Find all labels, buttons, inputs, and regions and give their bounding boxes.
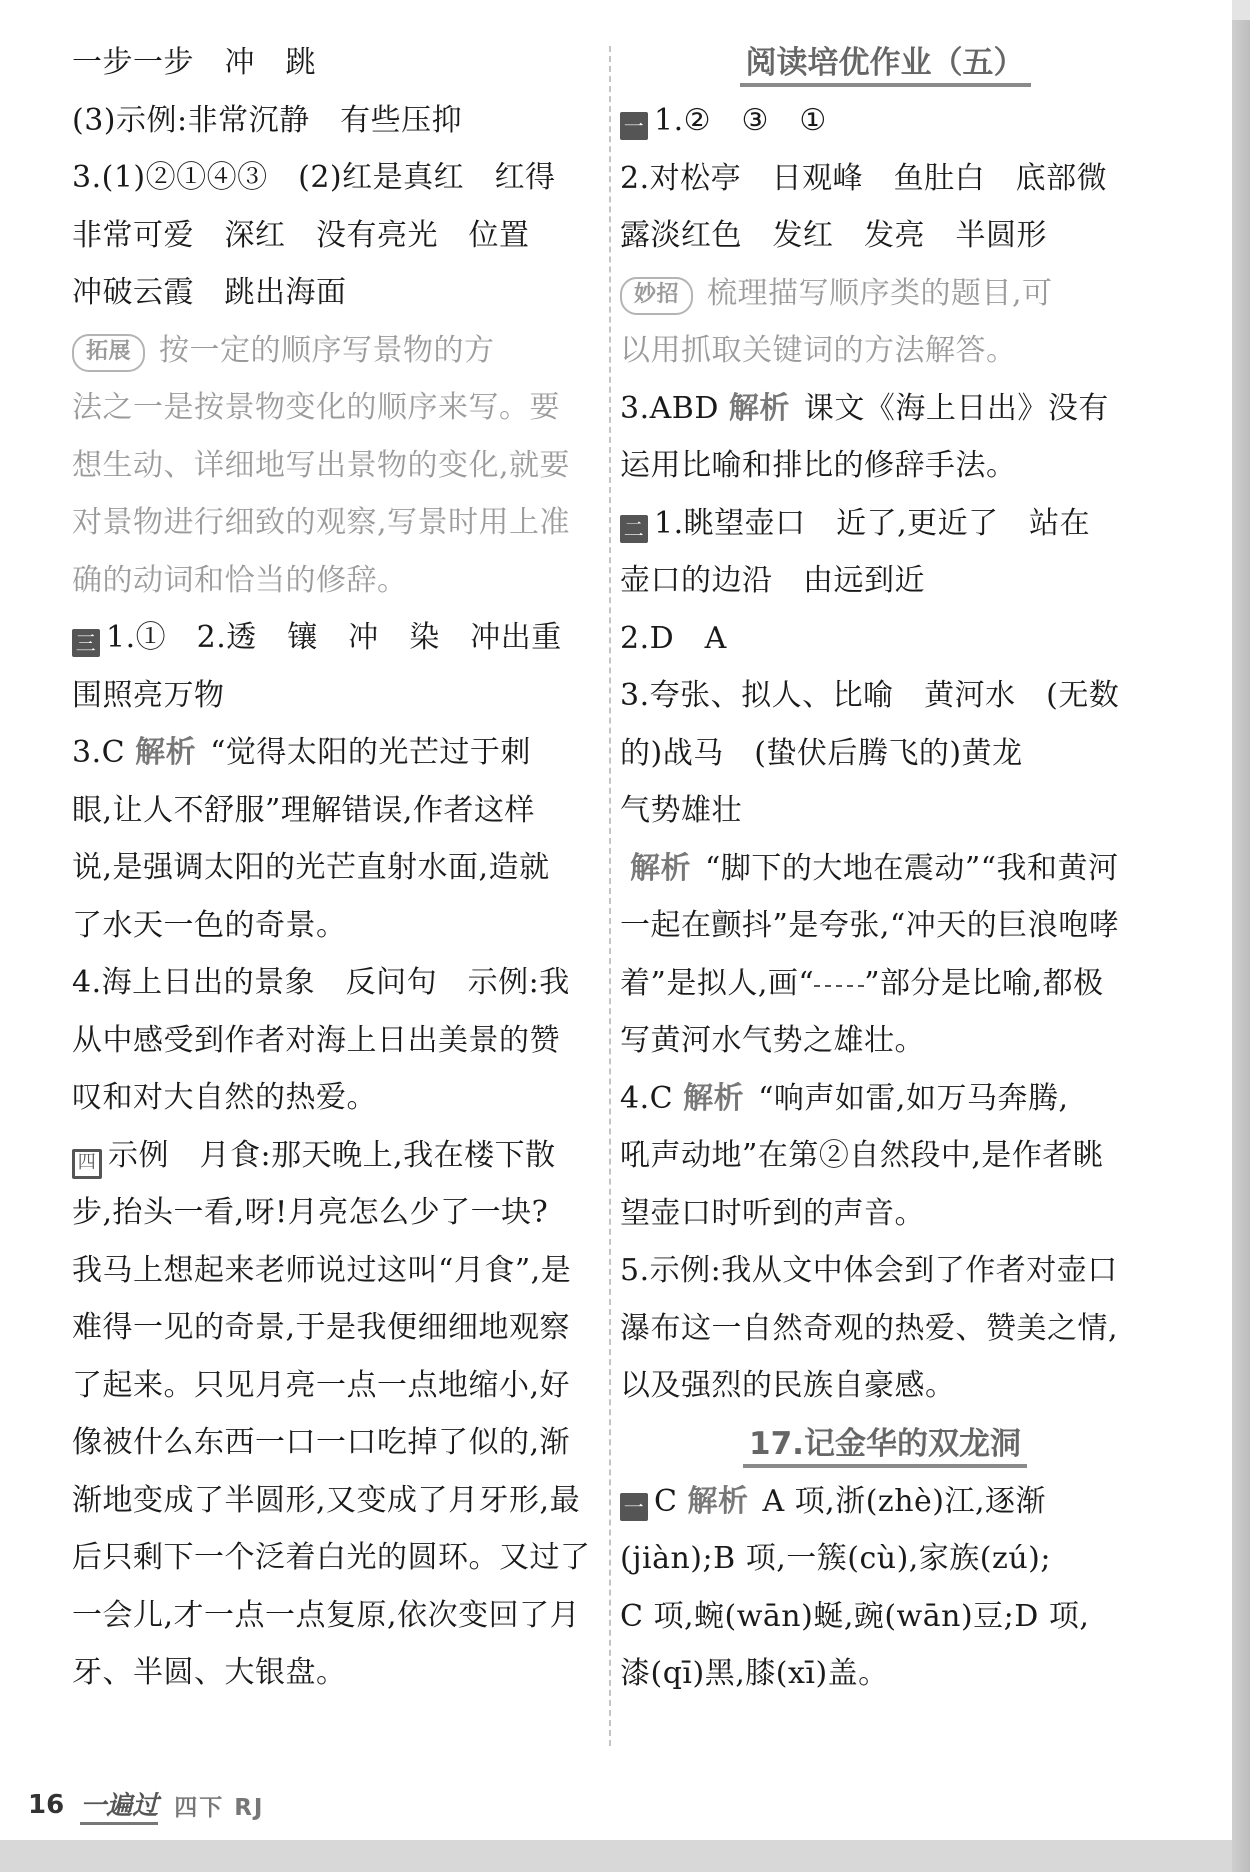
- text-part: 课文《海上日出》没有: [803, 390, 1109, 426]
- analysis-label: 解析: [687, 1483, 749, 1519]
- wavy-underline-mark: [814, 975, 864, 987]
- analysis-label: 解析: [630, 850, 691, 886]
- text-line: 一步一步 冲 跳: [72, 45, 316, 80]
- text-line: [620, 1070, 1150, 1128]
- tip-badge: 拓展: [72, 334, 145, 372]
- text-part: A 项,浙(zhè)江,逐渐: [762, 1483, 1047, 1519]
- text-part: 梳理描写顺序类的题目,可: [707, 275, 1053, 311]
- text-line: [72, 437, 600, 495]
- text-part: 1.② ③ ①: [654, 103, 827, 138]
- tip-text: 法之一是按景物变化的顺序来写。要: [72, 390, 560, 425]
- section-number-icon: 四: [72, 1149, 102, 1179]
- text-line: 一会儿,才一点一点复原,依次变回了月: [72, 1597, 581, 1633]
- right-column: [620, 34, 1150, 1703]
- text-line: (3)示例:非常沉静 有些压抑: [72, 102, 463, 138]
- column-divider: [609, 46, 611, 1746]
- tip-text: 对景物进行细致的观察,写景时用上准: [72, 505, 571, 540]
- text-line: 4.海上日出的景象 反问句 示例:我: [72, 965, 570, 1000]
- text-line: [72, 724, 600, 782]
- text-part: ”部分是比喻,都极: [864, 965, 1104, 1001]
- scan-bottom: [0, 1840, 1232, 1872]
- tip-badge: 妙招: [620, 277, 693, 315]
- text-line: 非常可爱 深红 没有亮光 位置: [72, 217, 530, 253]
- text-line: 气势雄壮: [620, 793, 742, 828]
- text-line: 以及强烈的民族自豪感。: [620, 1368, 956, 1403]
- text-line: [72, 552, 600, 610]
- text-part: “觉得太阳的光芒过于刺: [210, 735, 531, 770]
- text-line: [620, 265, 1150, 323]
- text-line: 眼,让人不舒服”理解错误,作者这样: [72, 792, 535, 828]
- text-line: 吼声动地”在第②自然段中,是作者眺: [620, 1138, 1104, 1173]
- page-footer: [28, 1785, 264, 1825]
- section-number-icon: 三: [72, 629, 100, 657]
- text-line: 望壶口时听到的声音。: [620, 1195, 925, 1231]
- text-line: 冲破云霞 跳出海面: [72, 275, 347, 310]
- text-line: [72, 609, 600, 667]
- right-column-body: [620, 92, 1150, 1703]
- text-part: 按一定的顺序写景物的方: [159, 332, 495, 368]
- text-line: (jiàn);B 项,一簇(cù),家族(zú);: [620, 1541, 1051, 1576]
- tip-text: 以用抓取关键词的方法解答。: [620, 333, 1017, 368]
- text-line: 难得一见的奇景,于是我便细细地观察: [72, 1310, 571, 1345]
- section-title: 阅读培优作业（五）: [620, 34, 1150, 92]
- text-part: 1.① 2.透 镶 冲 染 冲出重: [106, 620, 562, 655]
- text-line: 瀑布这一自然奇观的热爱、赞美之情,: [620, 1310, 1119, 1346]
- text-line: [72, 322, 600, 380]
- text-line: [72, 494, 600, 552]
- text-line: 3.夸张、拟人、比喻 黄河水 (无数: [620, 678, 1120, 713]
- answer-number: 4.C: [620, 1080, 674, 1116]
- text-line: 我马上想起来老师说过这叫“月食”,是: [72, 1252, 572, 1288]
- text-part: “响声如雷,如万马奔腾,: [758, 1080, 1069, 1116]
- text-line: 5.示例:我从文中体会到了作者对壶口: [620, 1253, 1118, 1288]
- text-part: 着”是拟人,画“: [620, 965, 815, 1001]
- text-line: [620, 955, 1150, 1013]
- analysis-label: 解析: [683, 1080, 745, 1116]
- text-line: 2.D A: [620, 620, 727, 656]
- page-number: 16: [28, 1790, 65, 1820]
- section-title-text: 17.记金华的双龙洞: [743, 1426, 1027, 1468]
- text-line: 从中感受到作者对海上日出美景的赞: [72, 1022, 560, 1058]
- answer-number: 3.C: [72, 735, 126, 770]
- text-line: [620, 1473, 1150, 1531]
- text-line: 像被什么东西一口一口吃掉了似的,渐: [72, 1425, 571, 1460]
- text-line: 围照亮万物: [72, 677, 225, 713]
- section-number-icon: 二: [620, 515, 648, 543]
- text-line: 的)战马 (蛰伏后腾飞的)黄龙: [620, 735, 1023, 771]
- section-title: [620, 1415, 1150, 1473]
- text-part: 1.眺望壶口 近了,更近了 站在: [654, 505, 1091, 541]
- text-line: [620, 322, 1150, 380]
- analysis-label: 解析: [135, 735, 197, 770]
- section-number-icon: 一: [620, 112, 648, 140]
- text-line: [620, 495, 1150, 553]
- text-line: 运用比喻和排比的修辞手法。: [620, 448, 1017, 483]
- text-line: 渐地变成了半圆形,又变成了月牙形,最: [72, 1482, 581, 1518]
- tip-text: 确的动词和恰当的修辞。: [72, 562, 408, 598]
- text-line: [72, 1127, 600, 1185]
- page-edge: [1232, 20, 1250, 1872]
- text-line: 牙、半圆、大银盘。: [72, 1655, 347, 1690]
- text-line: 漆(qī)黑,膝(xī)盖。: [620, 1656, 889, 1691]
- text-line: 了起来。只见月亮一点一点地缩小,好: [72, 1367, 571, 1403]
- text-line: [620, 840, 1150, 898]
- text-line: [620, 92, 1150, 150]
- text-line: 后只剩下一个泛着白光的圆环。又过了: [72, 1540, 591, 1575]
- left-column: [72, 34, 600, 1702]
- text-line: 了水天一色的奇景。: [72, 907, 347, 943]
- text-line: 步,抬头一看,呀!月亮怎么少了一块?: [72, 1195, 549, 1230]
- text-line: 露淡红色 发红 发亮 半圆形: [620, 218, 1047, 253]
- section-number-icon: 一: [620, 1493, 648, 1521]
- answer-number: 3.ABD: [620, 390, 719, 426]
- answer-number: C: [654, 1483, 678, 1519]
- text-part: “脚下的大地在震动”“我和黄河: [705, 850, 1119, 886]
- text-line: 一起在颤抖”是夸张,“冲天的巨浪咆哮: [620, 908, 1120, 943]
- text-line: 2.对松亭 日观峰 鱼肚白 底部微: [620, 160, 1108, 196]
- brand-logo: 一遍过: [80, 1785, 158, 1825]
- text-line: 3.(1)②①④③ (2)红是真红 红得: [72, 160, 556, 195]
- tip-text: 想生动、详细地写出景物的变化,就要: [72, 447, 571, 483]
- text-line: C 项,蜿(wān)蜒,豌(wān)豆;D 项,: [620, 1598, 1090, 1634]
- text-line: [620, 380, 1150, 438]
- text-line: 说,是强调太阳的光芒直射水面,造就: [72, 850, 550, 885]
- grade-label: 四下 RJ: [174, 1794, 265, 1821]
- text-line: 壶口的边沿 由远到近: [620, 563, 925, 598]
- analysis-label: 解析: [728, 390, 790, 426]
- text-line: [72, 379, 600, 437]
- text-line: 叹和对大自然的热爱。: [72, 1080, 377, 1115]
- text-line: 写黄河水气势之雄壮。: [620, 1023, 925, 1058]
- text-part: 示例 月食:那天晚上,我在楼下散: [108, 1137, 556, 1173]
